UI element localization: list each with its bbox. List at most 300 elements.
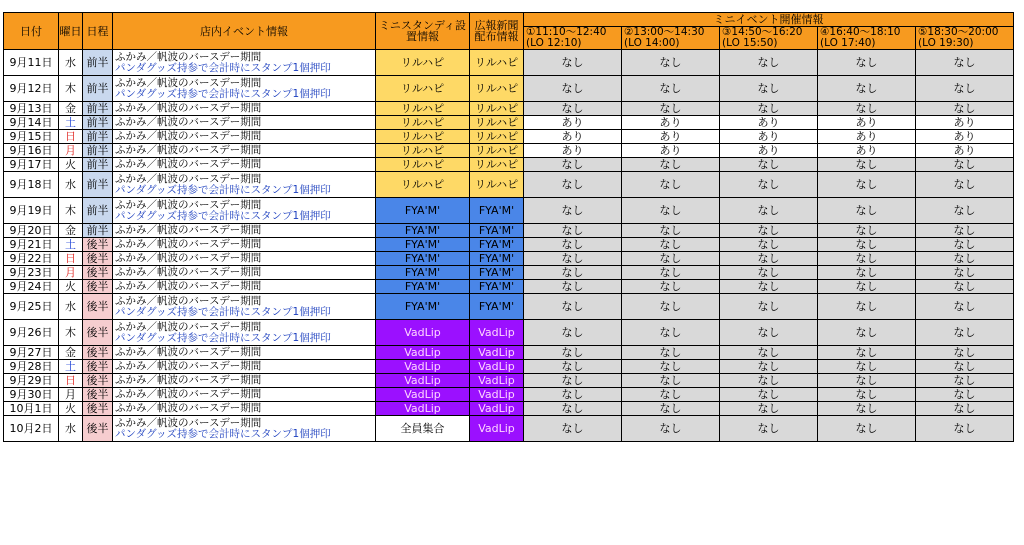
header-slot-3 — [720, 27, 818, 50]
mini-event-cell: あり — [720, 130, 818, 144]
schedule-cell: 後半 — [83, 346, 113, 360]
mini-event-cell: なし — [622, 172, 720, 198]
header-slot-5 — [916, 27, 1014, 50]
event-text: ふかみ／帆波のバースデー期間 — [115, 388, 262, 400]
mini-event-cell: なし — [524, 50, 622, 76]
schedule-cell: 後半 — [83, 252, 113, 266]
mini-event-cell: なし — [524, 252, 622, 266]
mini-event-cell: なし — [720, 388, 818, 402]
event-cell — [113, 360, 376, 374]
table-row — [4, 388, 1014, 402]
table-row — [4, 266, 1014, 280]
mini-event-cell: なし — [524, 76, 622, 102]
standee-cell: FYA'M' — [376, 252, 470, 266]
table-row — [4, 346, 1014, 360]
newsletter-cell: リルハピ — [470, 144, 524, 158]
mini-event-cell: なし — [720, 198, 818, 224]
event-text: ふかみ／帆波のバースデー期間 — [115, 130, 262, 142]
newsletter-cell: VadLip — [470, 346, 524, 360]
newsletter-cell: FYA'M' — [470, 280, 524, 294]
mini-event-cell: なし — [622, 158, 720, 172]
mini-event-cell: なし — [916, 76, 1014, 102]
standee-cell: リルハピ — [376, 144, 470, 158]
table-row — [4, 416, 1014, 442]
mini-event-cell: なし — [720, 224, 818, 238]
mini-event-cell: なし — [818, 360, 916, 374]
header-slot-2 — [622, 27, 720, 50]
mini-event-cell: なし — [524, 266, 622, 280]
mini-event-cell: なし — [916, 416, 1014, 442]
mini-event-cell: なし — [916, 374, 1014, 388]
schedule-cell: 後半 — [83, 238, 113, 252]
table-row — [4, 102, 1014, 116]
date-cell: 9月23日 — [4, 266, 59, 280]
event-cell — [113, 172, 376, 198]
weekday-cell: 土 — [59, 238, 83, 252]
newsletter-cell: リルハピ — [470, 76, 524, 102]
date-cell: 9月21日 — [4, 238, 59, 252]
date-cell: 10月2日 — [4, 416, 59, 442]
event-text: ふかみ／帆波のバースデー期間 — [115, 266, 262, 278]
event-text: ふかみ／帆波のバースデー期間 — [115, 280, 262, 292]
event-text: ふかみ／帆波のバースデー期間 — [115, 252, 262, 264]
newsletter-cell: リルハピ — [470, 102, 524, 116]
header-newsletter-line1: 広報新聞 — [474, 19, 519, 32]
mini-event-cell: なし — [524, 374, 622, 388]
schedule-cell: 前半 — [83, 172, 113, 198]
schedule-cell: 前半 — [83, 130, 113, 144]
mini-event-cell: あり — [916, 116, 1014, 130]
mini-event-cell: なし — [916, 198, 1014, 224]
event-cell — [113, 76, 376, 102]
mini-event-cell: なし — [818, 346, 916, 360]
weekday-cell: 木 — [59, 198, 83, 224]
schedule-cell: 後半 — [83, 294, 113, 320]
newsletter-cell: FYA'M' — [470, 224, 524, 238]
event-note: パンダグッズ持参で会計時にスタンプ1個押印 — [115, 209, 331, 222]
table-row — [4, 130, 1014, 144]
event-text: ふかみ／帆波のバースデー期間 — [115, 102, 262, 114]
weekday-cell: 月 — [59, 266, 83, 280]
header-slot-lo: (LO 17:40) — [820, 37, 876, 49]
header-standee-line2: 置情報 — [406, 30, 439, 43]
weekday-cell: 水 — [59, 172, 83, 198]
schedule-cell: 前半 — [83, 50, 113, 76]
event-cell — [113, 416, 376, 442]
weekday-cell: 火 — [59, 280, 83, 294]
event-text: ふかみ／帆波のバースデー期間 — [115, 50, 262, 63]
mini-event-cell: なし — [916, 388, 1014, 402]
date-cell: 10月1日 — [4, 402, 59, 416]
event-cell — [113, 144, 376, 158]
date-cell: 9月15日 — [4, 130, 59, 144]
newsletter-cell: FYA'M' — [470, 294, 524, 320]
event-note: パンダグッズ持参で会計時にスタンプ1個押印 — [115, 183, 331, 196]
date-cell: 9月29日 — [4, 374, 59, 388]
mini-event-cell: なし — [916, 280, 1014, 294]
event-cell — [113, 238, 376, 252]
header-event-info: 店内イベント情報 — [113, 13, 376, 50]
schedule-cell: 前半 — [83, 102, 113, 116]
header-slot-lo: (LO 12:10) — [526, 37, 582, 49]
mini-event-cell: なし — [622, 320, 720, 346]
event-text: ふかみ／帆波のバースデー期間 — [115, 116, 262, 128]
date-cell: 9月24日 — [4, 280, 59, 294]
mini-event-cell: あり — [524, 116, 622, 130]
mini-event-cell: なし — [818, 320, 916, 346]
event-note: パンダグッズ持参で会計時にスタンプ1個押印 — [115, 61, 331, 74]
mini-event-cell: なし — [524, 416, 622, 442]
mini-event-cell: なし — [916, 402, 1014, 416]
header-slot-time: ⑤18:30〜20:00 — [918, 26, 999, 38]
weekday-cell: 火 — [59, 402, 83, 416]
mini-event-cell: なし — [622, 416, 720, 442]
mini-event-cell: なし — [622, 374, 720, 388]
mini-event-cell: あり — [720, 116, 818, 130]
mini-event-cell: なし — [916, 102, 1014, 116]
date-cell: 9月25日 — [4, 294, 59, 320]
event-cell — [113, 346, 376, 360]
standee-cell: VadLip — [376, 360, 470, 374]
event-text: ふかみ／帆波のバースデー期間 — [115, 294, 262, 307]
weekday-cell: 水 — [59, 50, 83, 76]
mini-event-cell: なし — [720, 76, 818, 102]
event-text: ふかみ／帆波のバースデー期間 — [115, 144, 262, 156]
weekday-cell: 水 — [59, 294, 83, 320]
schedule-cell: 後半 — [83, 280, 113, 294]
standee-cell: リルハピ — [376, 50, 470, 76]
mini-event-cell: なし — [720, 402, 818, 416]
mini-event-cell: なし — [916, 360, 1014, 374]
event-text: ふかみ／帆波のバースデー期間 — [115, 416, 262, 429]
standee-cell: FYA'M' — [376, 280, 470, 294]
weekday-cell: 日 — [59, 130, 83, 144]
mini-event-cell: なし — [818, 252, 916, 266]
schedule-cell: 前半 — [83, 116, 113, 130]
mini-event-cell: なし — [818, 266, 916, 280]
mini-event-cell: なし — [622, 102, 720, 116]
date-cell: 9月14日 — [4, 116, 59, 130]
event-text: ふかみ／帆波のバースデー期間 — [115, 224, 262, 236]
mini-event-cell: なし — [524, 320, 622, 346]
standee-cell: リルハピ — [376, 116, 470, 130]
standee-cell: VadLip — [376, 374, 470, 388]
event-text: ふかみ／帆波のバースデー期間 — [115, 346, 262, 358]
table-row — [4, 280, 1014, 294]
mini-event-cell: なし — [524, 224, 622, 238]
schedule-cell: 後半 — [83, 360, 113, 374]
date-cell: 9月26日 — [4, 320, 59, 346]
event-cell — [113, 130, 376, 144]
schedule-cell: 前半 — [83, 144, 113, 158]
weekday-cell: 土 — [59, 360, 83, 374]
mini-event-cell: なし — [916, 50, 1014, 76]
weekday-cell: 月 — [59, 388, 83, 402]
mini-event-cell: なし — [622, 280, 720, 294]
mini-event-cell: なし — [622, 224, 720, 238]
mini-event-cell: なし — [622, 238, 720, 252]
mini-event-cell: なし — [720, 172, 818, 198]
mini-event-cell: なし — [916, 224, 1014, 238]
header-slot-lo: (LO 19:30) — [918, 37, 974, 49]
mini-event-cell: あり — [818, 144, 916, 158]
date-cell: 9月16日 — [4, 144, 59, 158]
event-text: ふかみ／帆波のバースデー期間 — [115, 374, 262, 386]
schedule-cell: 前半 — [83, 198, 113, 224]
event-note: パンダグッズ持参で会計時にスタンプ1個押印 — [115, 427, 331, 440]
mini-event-cell: なし — [622, 76, 720, 102]
header-newsletter — [470, 13, 524, 50]
mini-event-cell: なし — [622, 402, 720, 416]
mini-event-cell: なし — [622, 346, 720, 360]
mini-event-cell: あり — [524, 130, 622, 144]
mini-event-cell: なし — [720, 280, 818, 294]
event-cell — [113, 388, 376, 402]
table-row — [4, 198, 1014, 224]
mini-event-cell: なし — [720, 346, 818, 360]
standee-cell: VadLip — [376, 402, 470, 416]
weekday-cell: 金 — [59, 224, 83, 238]
mini-event-cell: あり — [622, 144, 720, 158]
table-row — [4, 224, 1014, 238]
newsletter-cell: リルハピ — [470, 50, 524, 76]
date-cell: 9月17日 — [4, 158, 59, 172]
newsletter-cell: リルハピ — [470, 130, 524, 144]
schedule-cell: 前半 — [83, 76, 113, 102]
newsletter-cell: リルハピ — [470, 116, 524, 130]
header-slot-lo: (LO 15:50) — [722, 37, 778, 49]
mini-event-cell: なし — [818, 198, 916, 224]
mini-event-cell: なし — [622, 388, 720, 402]
event-cell — [113, 252, 376, 266]
date-cell: 9月19日 — [4, 198, 59, 224]
standee-cell: FYA'M' — [376, 266, 470, 280]
mini-event-cell: なし — [818, 388, 916, 402]
mini-event-cell: なし — [720, 158, 818, 172]
standee-cell: リルハピ — [376, 76, 470, 102]
mini-event-cell: なし — [524, 158, 622, 172]
standee-cell: VadLip — [376, 346, 470, 360]
standee-cell: FYA'M' — [376, 198, 470, 224]
date-cell: 9月11日 — [4, 50, 59, 76]
header-standee-line1: ミニスタンディ設 — [378, 19, 467, 32]
weekday-cell: 木 — [59, 76, 83, 102]
mini-event-cell: なし — [524, 388, 622, 402]
header-slot-time: ①11:10〜12:40 — [526, 26, 607, 38]
weekday-cell: 金 — [59, 102, 83, 116]
table-row — [4, 158, 1014, 172]
event-text: ふかみ／帆波のバースデー期間 — [115, 172, 262, 185]
event-cell — [113, 224, 376, 238]
newsletter-cell: FYA'M' — [470, 266, 524, 280]
event-cell — [113, 158, 376, 172]
table-row — [4, 116, 1014, 130]
mini-event-cell: なし — [818, 102, 916, 116]
table-row — [4, 402, 1014, 416]
mini-event-cell: あり — [818, 116, 916, 130]
mini-event-cell: なし — [622, 252, 720, 266]
event-schedule-table — [3, 12, 1014, 442]
table-row — [4, 320, 1014, 346]
standee-cell: リルハピ — [376, 130, 470, 144]
event-text: ふかみ／帆波のバースデー期間 — [115, 198, 262, 211]
mini-event-cell: なし — [524, 360, 622, 374]
mini-event-cell: なし — [916, 346, 1014, 360]
date-cell: 9月18日 — [4, 172, 59, 198]
event-note: パンダグッズ持参で会計時にスタンプ1個押印 — [115, 305, 331, 318]
table-row — [4, 252, 1014, 266]
mini-event-cell: なし — [818, 374, 916, 388]
schedule-cell: 後半 — [83, 388, 113, 402]
schedule-cell: 後半 — [83, 320, 113, 346]
schedule-cell: 後半 — [83, 402, 113, 416]
mini-event-cell: なし — [916, 266, 1014, 280]
weekday-cell: 水 — [59, 416, 83, 442]
mini-event-cell: なし — [622, 198, 720, 224]
table-row — [4, 294, 1014, 320]
mini-event-cell: なし — [818, 280, 916, 294]
header-date: 日付 — [4, 13, 59, 50]
newsletter-cell: FYA'M' — [470, 238, 524, 252]
header-standee — [376, 13, 470, 50]
event-cell — [113, 116, 376, 130]
mini-event-cell: なし — [818, 76, 916, 102]
event-cell — [113, 402, 376, 416]
mini-event-cell: あり — [818, 130, 916, 144]
table-row — [4, 374, 1014, 388]
newsletter-cell: FYA'M' — [470, 198, 524, 224]
header-newsletter-line2: 配布情報 — [474, 30, 519, 43]
mini-event-cell: なし — [818, 416, 916, 442]
event-cell — [113, 294, 376, 320]
header-slot-lo: (LO 14:00) — [624, 37, 680, 49]
mini-event-cell: なし — [818, 172, 916, 198]
mini-event-cell: なし — [524, 102, 622, 116]
date-cell: 9月12日 — [4, 76, 59, 102]
weekday-cell: 火 — [59, 158, 83, 172]
mini-event-cell: なし — [720, 294, 818, 320]
weekday-cell: 日 — [59, 374, 83, 388]
mini-event-cell: なし — [524, 238, 622, 252]
event-cell — [113, 198, 376, 224]
mini-event-cell: なし — [720, 374, 818, 388]
mini-event-cell: なし — [720, 238, 818, 252]
header-slot-time: ③14:50〜16:20 — [722, 26, 803, 38]
mini-event-cell: あり — [916, 144, 1014, 158]
event-cell — [113, 266, 376, 280]
mini-event-cell: なし — [622, 50, 720, 76]
table-row — [4, 172, 1014, 198]
mini-event-cell: なし — [622, 294, 720, 320]
standee-cell: VadLip — [376, 320, 470, 346]
event-note: パンダグッズ持参で会計時にスタンプ1個押印 — [115, 331, 331, 344]
schedule-cell: 後半 — [83, 374, 113, 388]
mini-event-cell: なし — [916, 158, 1014, 172]
standee-cell: FYA'M' — [376, 224, 470, 238]
header-slot-1 — [524, 27, 622, 50]
mini-event-cell: なし — [720, 252, 818, 266]
standee-cell: FYA'M' — [376, 294, 470, 320]
schedule-cell: 後半 — [83, 416, 113, 442]
mini-event-cell: なし — [720, 102, 818, 116]
standee-cell: リルハピ — [376, 158, 470, 172]
header-weekday: 曜日 — [59, 13, 83, 50]
header-slot-4 — [818, 27, 916, 50]
mini-event-cell: なし — [720, 416, 818, 442]
standee-cell: リルハピ — [376, 172, 470, 198]
header-mini-event: ミニイベント開催情報 — [524, 13, 1014, 27]
date-cell: 9月28日 — [4, 360, 59, 374]
event-text: ふかみ／帆波のバースデー期間 — [115, 320, 262, 333]
newsletter-cell: VadLip — [470, 416, 524, 442]
weekday-cell: 日 — [59, 252, 83, 266]
table-row — [4, 360, 1014, 374]
event-text: ふかみ／帆波のバースデー期間 — [115, 76, 262, 89]
schedule-cell: 前半 — [83, 158, 113, 172]
mini-event-cell: なし — [524, 280, 622, 294]
table-row — [4, 76, 1014, 102]
event-text: ふかみ／帆波のバースデー期間 — [115, 402, 262, 414]
standee-cell: FYA'M' — [376, 238, 470, 252]
event-text: ふかみ／帆波のバースデー期間 — [115, 238, 262, 250]
mini-event-cell: なし — [916, 320, 1014, 346]
newsletter-cell: VadLip — [470, 388, 524, 402]
standee-cell: 全員集合 — [376, 416, 470, 442]
mini-event-cell: なし — [622, 266, 720, 280]
mini-event-cell: あり — [524, 144, 622, 158]
mini-event-cell: なし — [818, 224, 916, 238]
weekday-cell: 金 — [59, 346, 83, 360]
mini-event-cell: なし — [916, 294, 1014, 320]
mini-event-cell: なし — [818, 50, 916, 76]
mini-event-cell: なし — [916, 252, 1014, 266]
standee-cell: リルハピ — [376, 102, 470, 116]
weekday-cell: 土 — [59, 116, 83, 130]
mini-event-cell: なし — [720, 266, 818, 280]
table-row — [4, 238, 1014, 252]
date-cell: 9月22日 — [4, 252, 59, 266]
newsletter-cell: VadLip — [470, 402, 524, 416]
mini-event-cell: なし — [524, 294, 622, 320]
weekday-cell: 木 — [59, 320, 83, 346]
mini-event-cell: なし — [524, 172, 622, 198]
mini-event-cell: なし — [818, 158, 916, 172]
header-slot-time: ②13:00〜14:30 — [624, 26, 705, 38]
mini-event-cell: あり — [622, 130, 720, 144]
mini-event-cell: なし — [818, 294, 916, 320]
mini-event-cell: なし — [818, 402, 916, 416]
newsletter-cell: VadLip — [470, 320, 524, 346]
event-cell — [113, 50, 376, 76]
mini-event-cell: なし — [524, 402, 622, 416]
mini-event-cell: なし — [524, 198, 622, 224]
event-cell — [113, 102, 376, 116]
mini-event-cell: あり — [916, 130, 1014, 144]
newsletter-cell: リルハピ — [470, 172, 524, 198]
newsletter-cell: FYA'M' — [470, 252, 524, 266]
newsletter-cell: VadLip — [470, 360, 524, 374]
mini-event-cell: あり — [622, 116, 720, 130]
mini-event-cell: なし — [916, 238, 1014, 252]
table-row — [4, 144, 1014, 158]
schedule-cell: 前半 — [83, 224, 113, 238]
event-note: パンダグッズ持参で会計時にスタンプ1個押印 — [115, 87, 331, 100]
mini-event-cell: なし — [916, 172, 1014, 198]
header-slot-time: ④16:40〜18:10 — [820, 26, 901, 38]
event-text: ふかみ／帆波のバースデー期間 — [115, 158, 262, 170]
date-cell: 9月30日 — [4, 388, 59, 402]
mini-event-cell: あり — [720, 144, 818, 158]
